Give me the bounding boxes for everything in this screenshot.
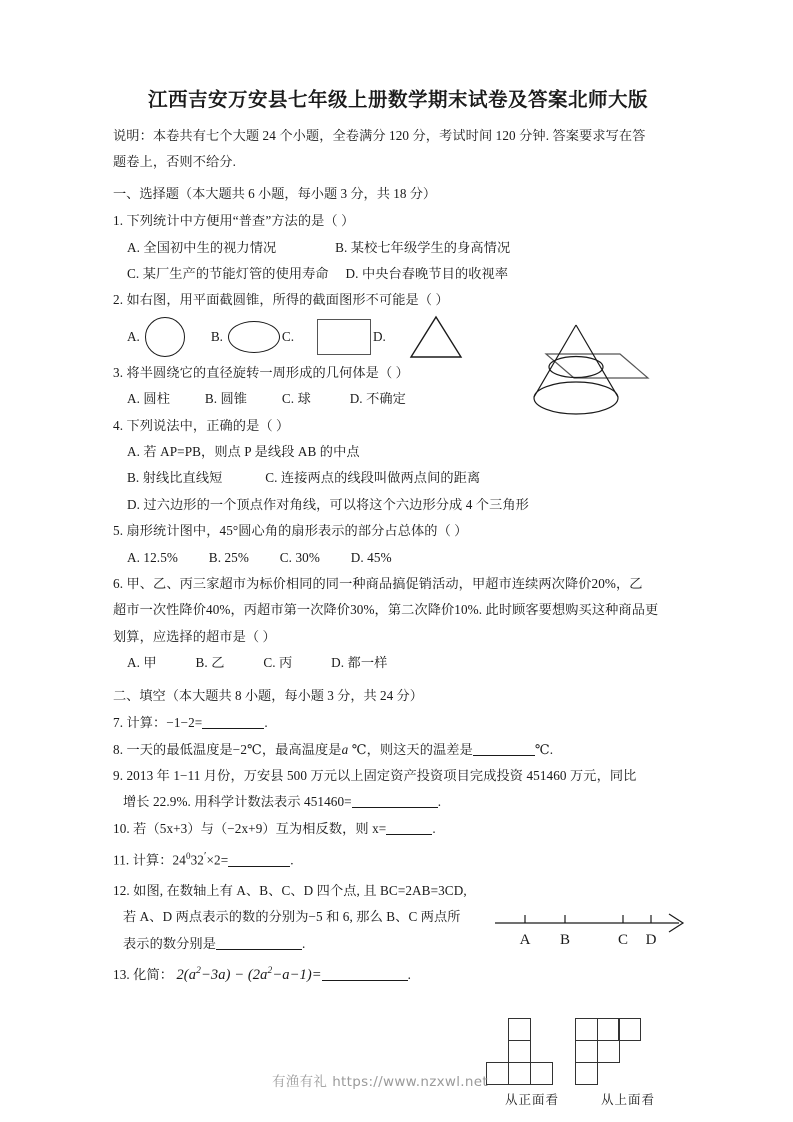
grid-cell: [575, 1040, 598, 1063]
question-5-stem: 5. 扇形统计图中，45°圆心角的扇形表示的部分占总体的（ ）: [113, 523, 468, 539]
grid-cell: [597, 1040, 620, 1063]
grid-empty-cell: [530, 1018, 553, 1041]
expr-var: a: [282, 967, 290, 984]
cone-with-cutting-plane-figure: [508, 322, 683, 437]
watermark: [272, 1070, 488, 1090]
question-9-line-2-after: .: [437, 794, 442, 810]
instructions: [113, 123, 683, 174]
grid-cell: [486, 1062, 509, 1085]
grid-empty-cell: [530, 1040, 553, 1063]
top-view-label: 从上面看: [601, 1093, 656, 1107]
expr-part: ) − (2: [225, 967, 261, 984]
section-one-heading: 一、选择题（本大题共 6 小题，每小题 3 分，共 18 分）: [113, 185, 437, 201]
rectangle-shape-icon: [317, 319, 371, 355]
answer-blank[interactable]: [386, 834, 432, 835]
question-5-option-d: D. 45%: [350, 549, 392, 565]
answer-blank[interactable]: [202, 728, 264, 729]
question-8-text-after: ℃.: [534, 741, 554, 757]
front-view-label: 从正面看: [505, 1093, 560, 1107]
answer-blank[interactable]: [352, 807, 438, 808]
grid-empty-cell: [486, 1040, 509, 1063]
question-13-text: 13. 化简：: [113, 967, 174, 983]
question-10: [113, 816, 683, 842]
question-5-option-a: A. 12.5%: [127, 549, 178, 565]
front-view-grid: [487, 1019, 552, 1084]
question-11-text-after: .: [290, 852, 294, 868]
grid-empty-cell: [618, 1062, 641, 1085]
question-10-text: 10. 若（5x+3）与（−2x+9）互为相反数，则 x=: [113, 820, 387, 836]
question-1-options-row-2: [113, 261, 683, 287]
question-6-stem: [113, 571, 683, 650]
grid-cell: [618, 1018, 641, 1041]
expr-exponent: 2: [196, 966, 201, 977]
question-5-option-b: B. 25%: [208, 549, 249, 565]
question-6-stem-line-2: 超市一次性降价40%，丙超市第一次降价30%，第二次降价10%. 此时顾客要想购买这种商品更: [113, 602, 659, 618]
svg-text:C: C: [617, 932, 629, 948]
question-4-option-d: D. 过六边形的一个顶点作对角线，可以将这个六边形分成 4 个三角形: [127, 496, 529, 512]
expr-var: a: [218, 967, 226, 984]
expr-exponent: 2: [267, 966, 273, 977]
question-11: [113, 842, 683, 878]
expr-part: 2(: [176, 967, 189, 984]
question-9-line-1: 9. 2013 年 1−11 月份，万安县 500 万元以上固定资产投资项目完成投资 451460 万元，同比: [113, 767, 637, 783]
grid-empty-cell: [486, 1018, 509, 1041]
question-5-options: [113, 545, 683, 571]
grid-cell: [508, 1040, 531, 1063]
grid-empty-cell: [597, 1062, 620, 1085]
question-8-variable: a: [341, 741, 349, 757]
question-13-text-after: .: [407, 967, 412, 983]
answer-blank[interactable]: [473, 755, 535, 756]
grid-cell: [530, 1062, 553, 1085]
question-6-option-d: D. 都一样: [331, 655, 388, 671]
question-6-option-c: C. 丙: [263, 655, 293, 671]
question-3-stem: 3. 将半圆绕它的直径旋转一周形成的几何体是（ ）: [113, 364, 409, 380]
question-13: [113, 957, 683, 995]
section-two-heading: 二、填空（本大题共 8 小题，每小题 3 分，共 24 分）: [113, 687, 423, 703]
grid-cell: [575, 1018, 598, 1041]
question-1-stem: 1. 下列统计中方便用“普查”方法的是（ ）: [113, 213, 355, 229]
question-6-option-a: A. 甲: [127, 655, 157, 671]
grid-empty-cell: [618, 1040, 641, 1063]
question-4-options-row-2: [113, 465, 683, 491]
question-9-line-2-before: 增长 22.9%. 用科学计数法表示 451460=: [123, 794, 352, 810]
question-2-stem: 2. 如右图，用平面截圆锥，所得的截面图形不可能是（ ）: [113, 292, 449, 308]
question-2-option-a-label: A.: [127, 328, 140, 344]
question-9: [113, 763, 683, 816]
question-4-option-b: B. 射线比直线短: [127, 470, 223, 486]
answer-blank[interactable]: [216, 949, 302, 950]
question-12-line-3-before: 表示的数分别是: [123, 935, 217, 951]
question-11-minutes: 32: [190, 852, 204, 868]
question-11-text: 11. 计算：24: [113, 852, 186, 868]
question-2-option-b-label: B.: [210, 328, 223, 344]
question-6-stem-line-3: 划算，应选择的超市是（ ）: [113, 628, 276, 644]
expr-part: −3: [200, 967, 219, 984]
question-11-text-mid: ×2=: [206, 852, 229, 868]
question-1-option-a: A. 全国初中生的视力情况: [127, 239, 277, 255]
grid-cell: [597, 1018, 620, 1041]
question-5-option-c: C. 30%: [279, 549, 320, 565]
question-10-text-after: .: [432, 820, 436, 836]
expr-var: a: [188, 967, 197, 984]
expr-part: −1)=: [289, 967, 322, 984]
svg-text:B: B: [559, 932, 571, 948]
question-1-option-c: C. 某厂生产的节能灯管的使用寿命: [127, 266, 329, 281]
question-7-text-after: .: [264, 715, 268, 731]
instructions-line-2: 题卷上，否则不给分.: [113, 154, 236, 170]
grid-cell: [508, 1062, 531, 1085]
ellipse-shape-icon: [228, 321, 280, 353]
watermark-url: https://www.nzxwl.net: [332, 1074, 488, 1090]
top-view-grid: [576, 1019, 641, 1084]
question-8-text: 8. 一天的最低温度是−2℃，最高温度是: [113, 741, 342, 757]
question-12-line-1: 12. 如图, 在数轴上有 A、B、C、D 四个点, 且 BC=2AB=3CD,: [113, 882, 467, 898]
circle-shape-icon: [145, 317, 185, 357]
question-3-option-b: B. 圆锥: [204, 391, 248, 407]
question-4-option-c: C. 连接两点的线段叫做两点间的距离: [265, 470, 481, 486]
grid-cell: [575, 1062, 598, 1085]
page-title: 江西吉安万安县七年级上册数学期末试卷及答案北师大版: [147, 90, 648, 111]
orthographic-views-figure: [487, 1008, 697, 1108]
question-4-stem: 4. 下列说法中，正确的是（ ）: [113, 417, 290, 433]
svg-text:A: A: [519, 932, 531, 948]
prime-symbol: ′: [203, 850, 207, 863]
triangle-shape-icon: [409, 315, 463, 359]
document-content: [113, 88, 683, 995]
svg-text:D: D: [645, 932, 657, 948]
question-1-option-b: B. 某校七年级学生的身高情况: [335, 239, 511, 255]
question-3-option-a: A. 圆柱: [127, 391, 170, 407]
question-1-options-row-1: [113, 235, 683, 261]
question-6-options: [113, 650, 683, 676]
expr-var: a: [260, 967, 268, 984]
question-8-text-mid: ℃，则这天的温差是: [351, 741, 473, 757]
question-8: [113, 737, 683, 763]
degree-symbol: 0: [185, 851, 191, 862]
instructions-line-1: 说明：本卷共有七个大题 24 个小题，全卷满分 120 分，考试时间 120 分钟. 答案要求写在答: [113, 128, 646, 144]
question-7-text: 7. 计算：−1−2=: [113, 715, 203, 731]
question-1-option-d: D. 中央台春晚节目的收视率: [345, 266, 509, 281]
question-3-option-c: C. 球: [281, 391, 311, 407]
answer-blank[interactable]: [322, 980, 408, 981]
question-3-option-d: D. 不确定: [349, 391, 406, 407]
question-7: [113, 710, 683, 736]
number-line-figure: [493, 903, 693, 953]
answer-blank[interactable]: [228, 866, 290, 867]
question-12-line-3-after: .: [302, 935, 306, 951]
expr-part: −: [272, 967, 283, 984]
watermark-brand: 有渔有礼: [272, 1074, 328, 1090]
question-4-option-a: A. 若 AP=PB，则点 P 是线段 AB 的中点: [127, 444, 360, 460]
question-12-line-2: 若 A、D 两点表示的数的分别为−5 和 6, 那么 B、C 两点所: [123, 909, 461, 925]
question-2-option-c-label: C.: [281, 328, 295, 344]
question-6-stem-line-1: 6. 甲、乙、丙三家超市为标价相同的同一种商品搞促销活动，甲超市连续两次降价20%，乙: [113, 576, 643, 592]
question-13-expression: [176, 967, 321, 983]
question-2-option-d-label: D.: [373, 328, 386, 344]
question-6-option-b: B. 乙: [195, 655, 225, 671]
grid-cell: [508, 1018, 531, 1041]
